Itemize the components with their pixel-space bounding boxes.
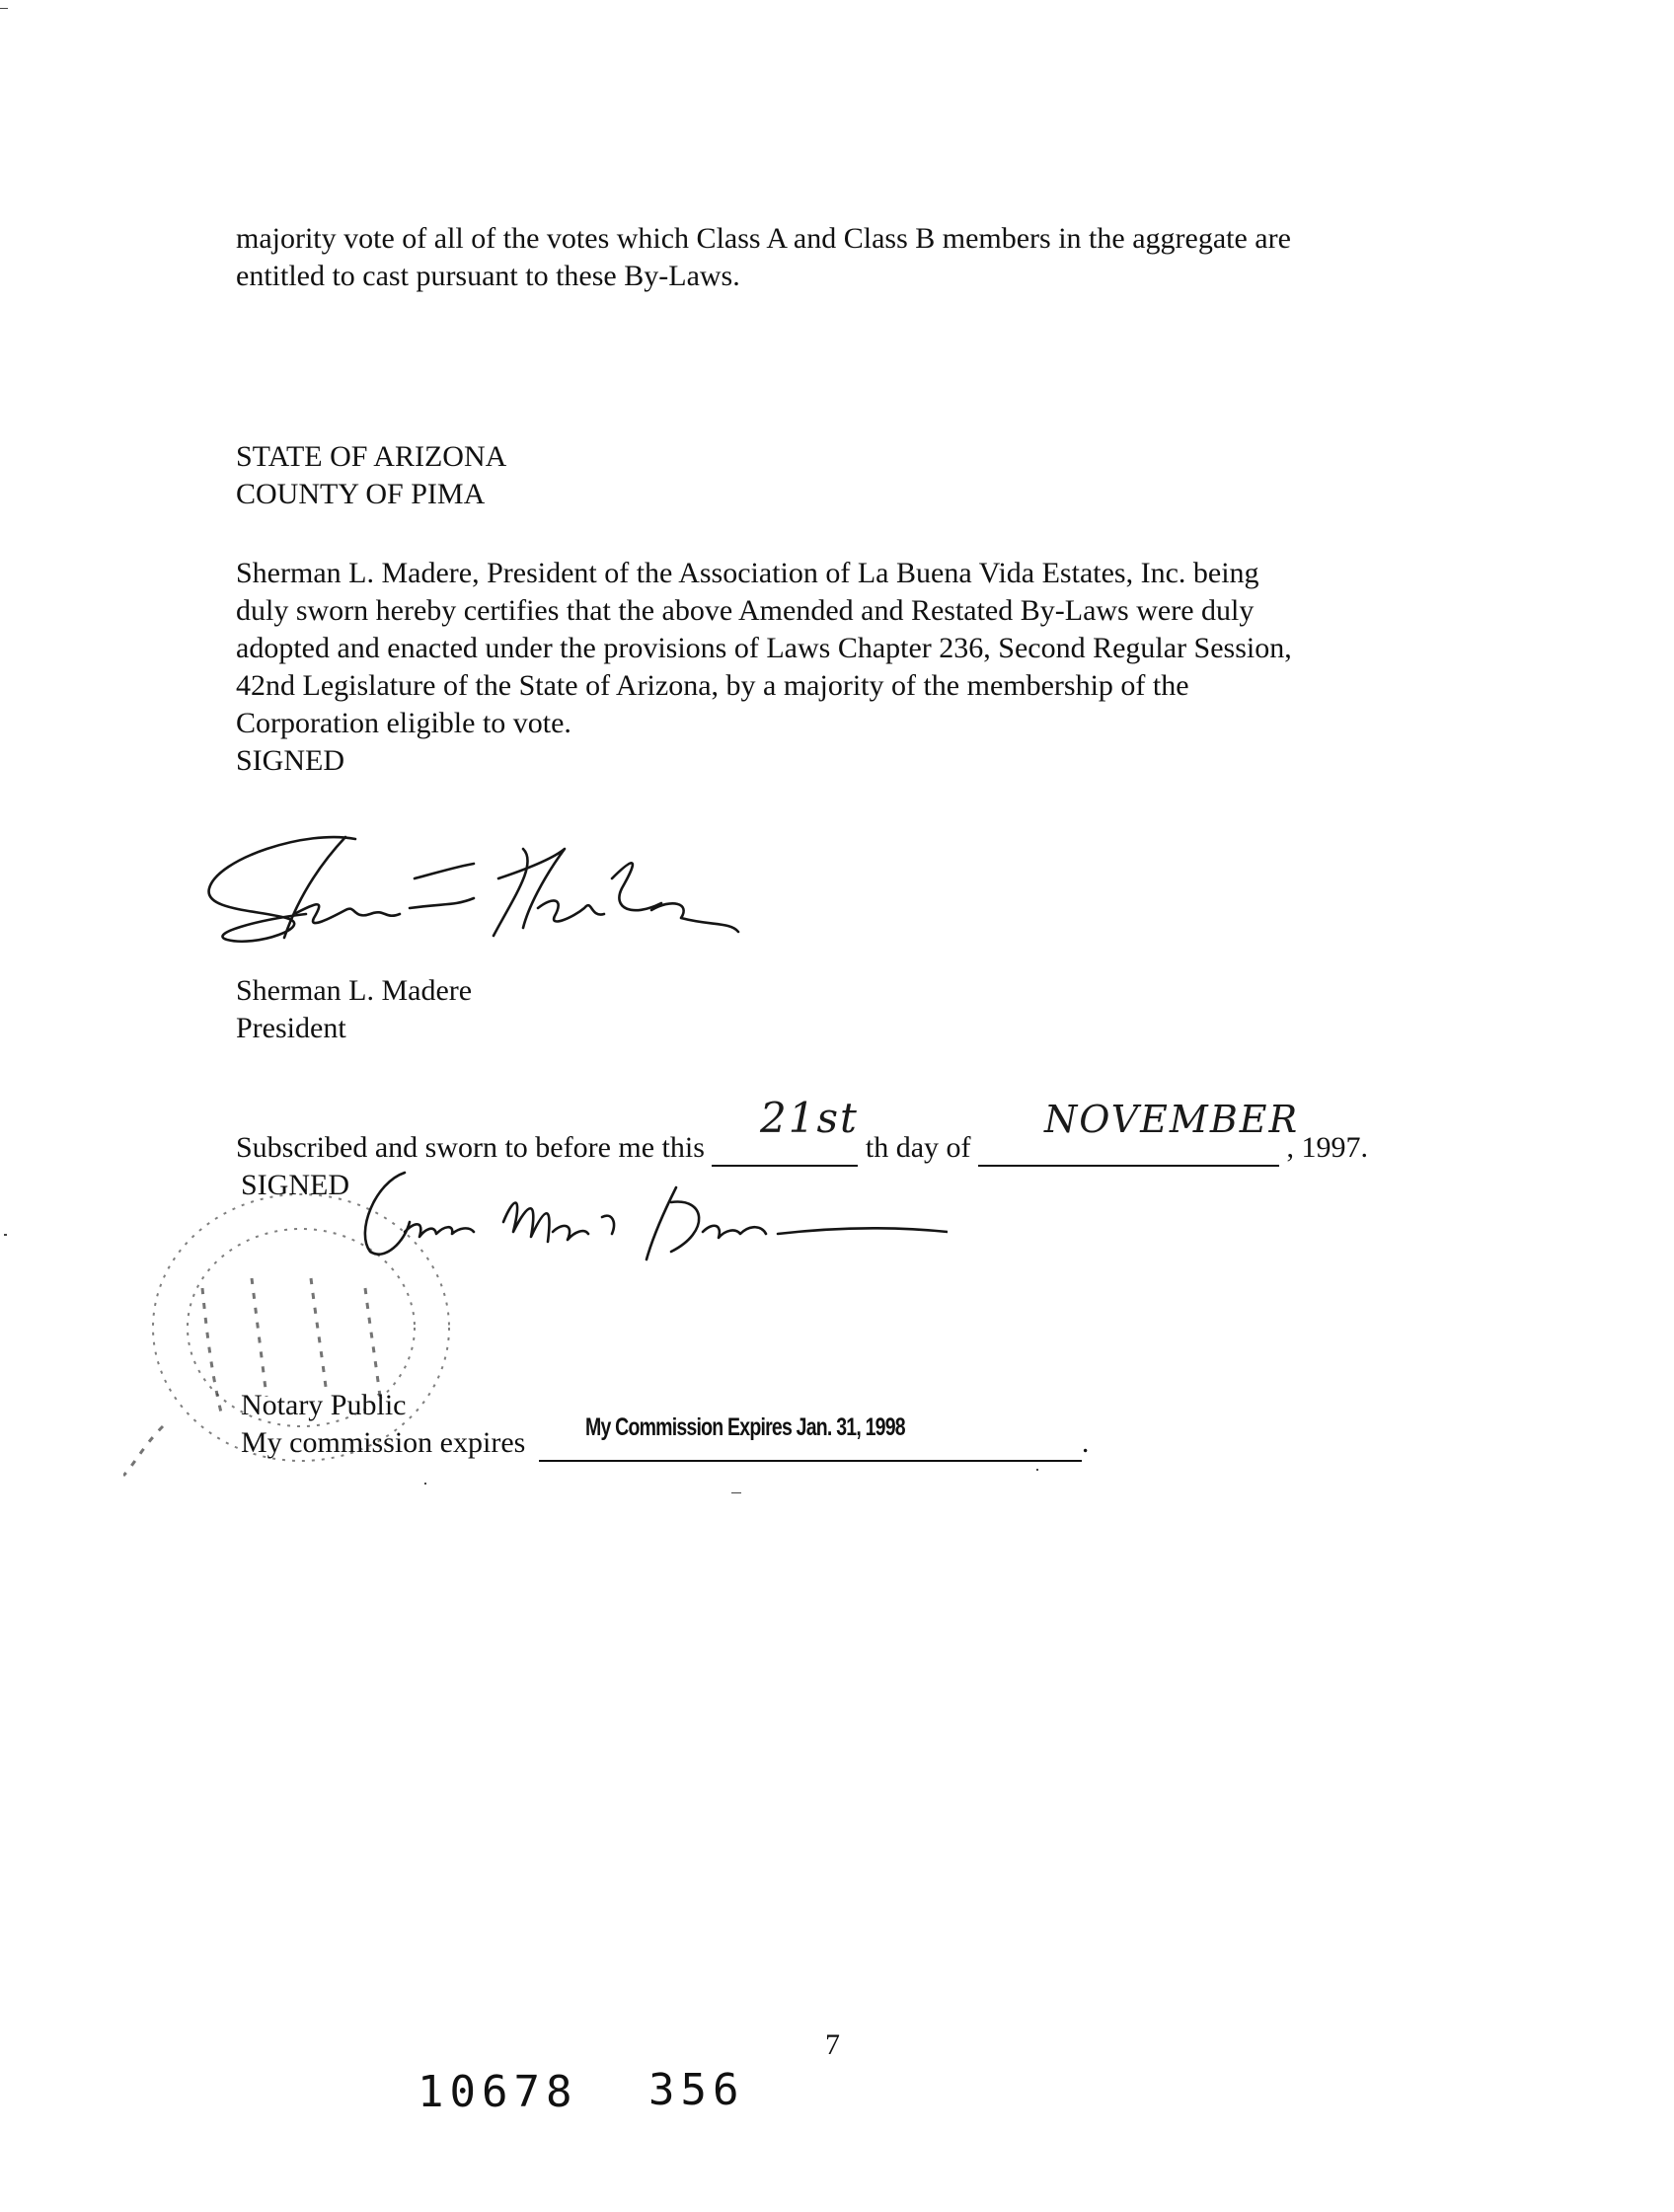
certification-line: adopted and enacted under the provisions of Laws Chapter 236, Second Regular Session, bbox=[236, 632, 1292, 664]
handwritten-month: NOVEMBER bbox=[1044, 1098, 1300, 1141]
record-page: 356 bbox=[648, 2065, 745, 2115]
scan-speck bbox=[1036, 1469, 1038, 1471]
scan-speck bbox=[424, 1483, 426, 1485]
jurat-prefix: Subscribed and sworn to before me this bbox=[236, 1131, 705, 1164]
certification-line: 42nd Legislature of the State of Arizona, by a majority of the membership of the bbox=[236, 669, 1189, 702]
county-heading: COUNTY OF PIMA bbox=[236, 478, 486, 510]
notary-signature bbox=[316, 1163, 948, 1271]
paragraph-line: majority vote of all of the votes which Class A and Class B members in the aggregate are bbox=[236, 222, 1291, 255]
scan-speck bbox=[0, 8, 8, 9]
paragraph-line: entitled to cast pursuant to these By-Laws. bbox=[236, 260, 740, 292]
notary-signed-label: SIGNED bbox=[241, 1169, 349, 1201]
jurat-year: , 1997. bbox=[1286, 1131, 1369, 1164]
certification-line: duly sworn hereby certifies that the above Amended and Restated By-Laws were duly bbox=[236, 594, 1255, 627]
signer-name: Sherman L. Madere bbox=[236, 974, 473, 1007]
notary-public-label: Notary Public bbox=[241, 1389, 407, 1421]
president-signature bbox=[197, 819, 750, 967]
scan-speck bbox=[4, 1234, 7, 1236]
jurat-day-suffix: th day of bbox=[865, 1131, 971, 1164]
handwritten-day: 21st bbox=[760, 1094, 859, 1142]
opening-paragraph bbox=[236, 220, 1291, 295]
record-number: 10678 bbox=[418, 2067, 578, 2117]
certification-paragraph bbox=[236, 555, 1292, 780]
certification-line: Sherman L. Madere, President of the Association of La Buena Vida Estates, Inc. being bbox=[236, 557, 1259, 589]
commission-end: . bbox=[1081, 1426, 1090, 1459]
signer-title: President bbox=[236, 1012, 346, 1044]
commission-label: My commission expires bbox=[241, 1426, 526, 1459]
signed-label: SIGNED bbox=[236, 744, 344, 777]
scan-speck bbox=[731, 1492, 741, 1493]
commission-stamp: My Commission Expires Jan. 31, 1998 bbox=[585, 1413, 905, 1441]
state-heading: STATE OF ARIZONA bbox=[236, 440, 507, 473]
certification-line: Corporation eligible to vote. bbox=[236, 707, 571, 739]
page-number: 7 bbox=[825, 2028, 840, 2061]
